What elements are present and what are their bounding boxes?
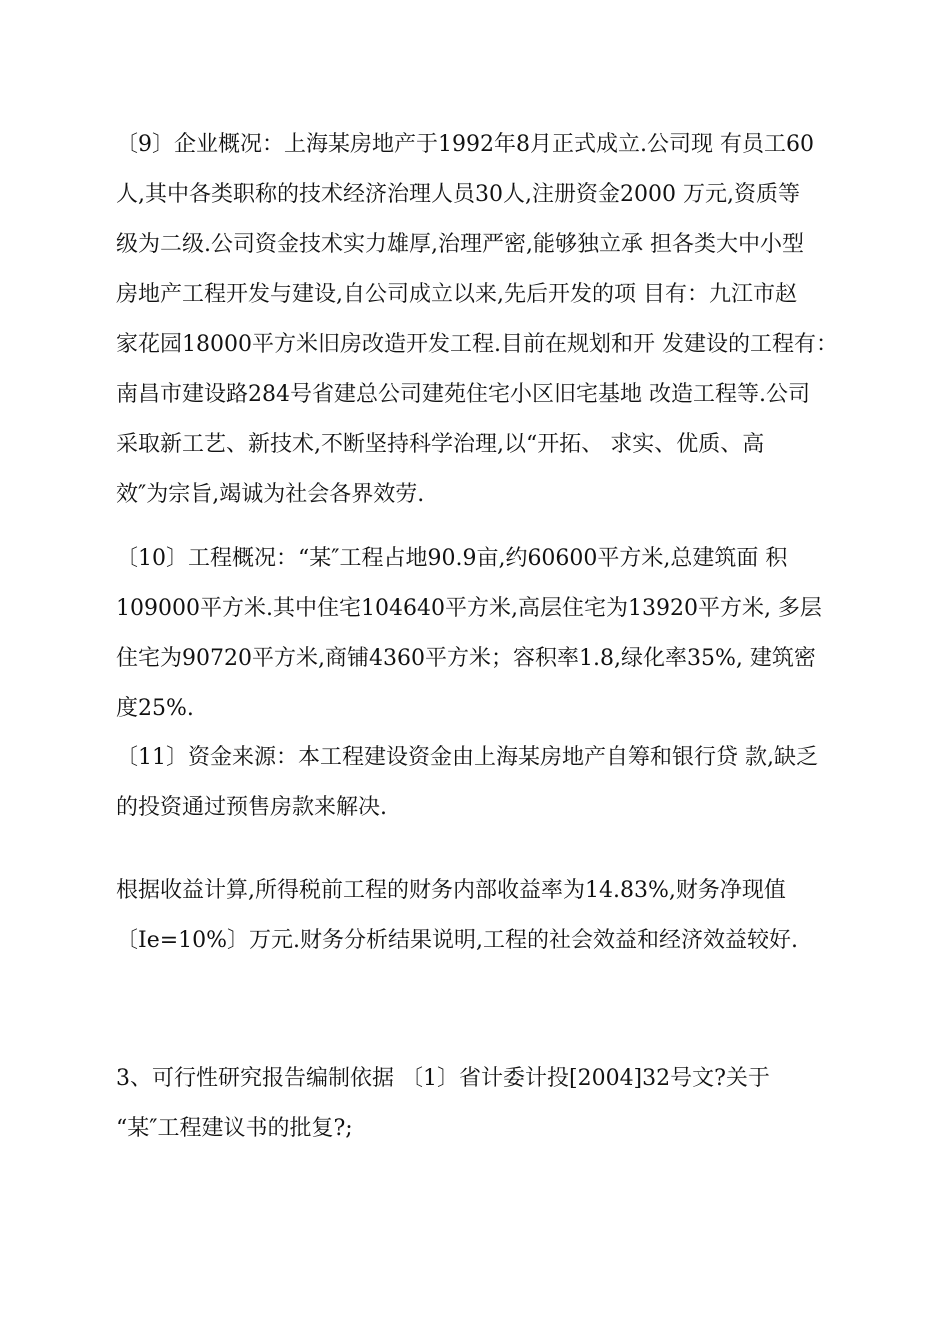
text-line: 级为二级.公司资金技术实力雄厚,治理严密,能够独立承 担各类大中小型 <box>116 232 804 257</box>
paragraph-funding-source <box>116 733 856 833</box>
text-line: 〔10〕工程概况：“某″工程占地90.9亩,约60600平方米,总建筑面 积 <box>116 546 788 571</box>
paragraph-report-basis <box>116 1054 856 1154</box>
paragraph-financial-result <box>116 866 856 966</box>
text-line: 的投资通过预售房款来解决. <box>116 795 387 820</box>
text-line: 南昌市建设路284号省建总公司建苑住宅小区旧宅基地 改造工程等.公司 <box>116 382 810 407</box>
text-line: “某″工程建议书的批复?; <box>116 1116 353 1141</box>
text-line: 采取新工艺、新技术,不断坚持科学治理,以“开拓、 求实、优质、高 <box>116 432 765 457</box>
paragraph-project-overview <box>116 534 856 734</box>
text-line: 效″为宗旨,竭诚为社会各界效劳. <box>116 482 425 507</box>
text-line: 住宅为90720平方米,商铺4360平方米；容积率1.8,绿化率35%, 建筑密 <box>116 646 816 671</box>
text-line: 〔9〕企业概况：上海某房地产于1992年8月正式成立.公司现 有员工60 <box>116 132 814 157</box>
text-line: 人,其中各类职称的技术经济治理人员30人,注册资金2000 万元,资质等 <box>116 182 800 207</box>
text-line: 房地产工程开发与建设,自公司成立以来,先后开发的项 目有：九江市赵 <box>116 282 797 307</box>
paragraph-enterprise-overview <box>116 120 856 520</box>
text-line: 109000平方米.其中住宅104640平方米,高层住宅为13920平方米, 多层 <box>116 596 822 621</box>
text-line: 〔Ie=10%〕万元.财务分析结果说明,工程的社会效益和经济效益较好. <box>116 928 799 953</box>
text-line: 〔11〕资金来源：本工程建设资金由上海某房地产自筹和银行贷 款,缺乏 <box>116 745 818 770</box>
text-line: 度25%. <box>116 696 194 721</box>
text-line: 家花园18000平方米旧房改造开发工程.目前在规划和开 发建设的工程有： <box>116 332 838 357</box>
text-line: 根据收益计算,所得税前工程的财务内部收益率为14.83%,财务净现值 <box>116 878 786 903</box>
text-line: 3、可行性研究报告编制依据 〔1〕省计委计投[2004]32号文?关于 <box>116 1066 770 1091</box>
